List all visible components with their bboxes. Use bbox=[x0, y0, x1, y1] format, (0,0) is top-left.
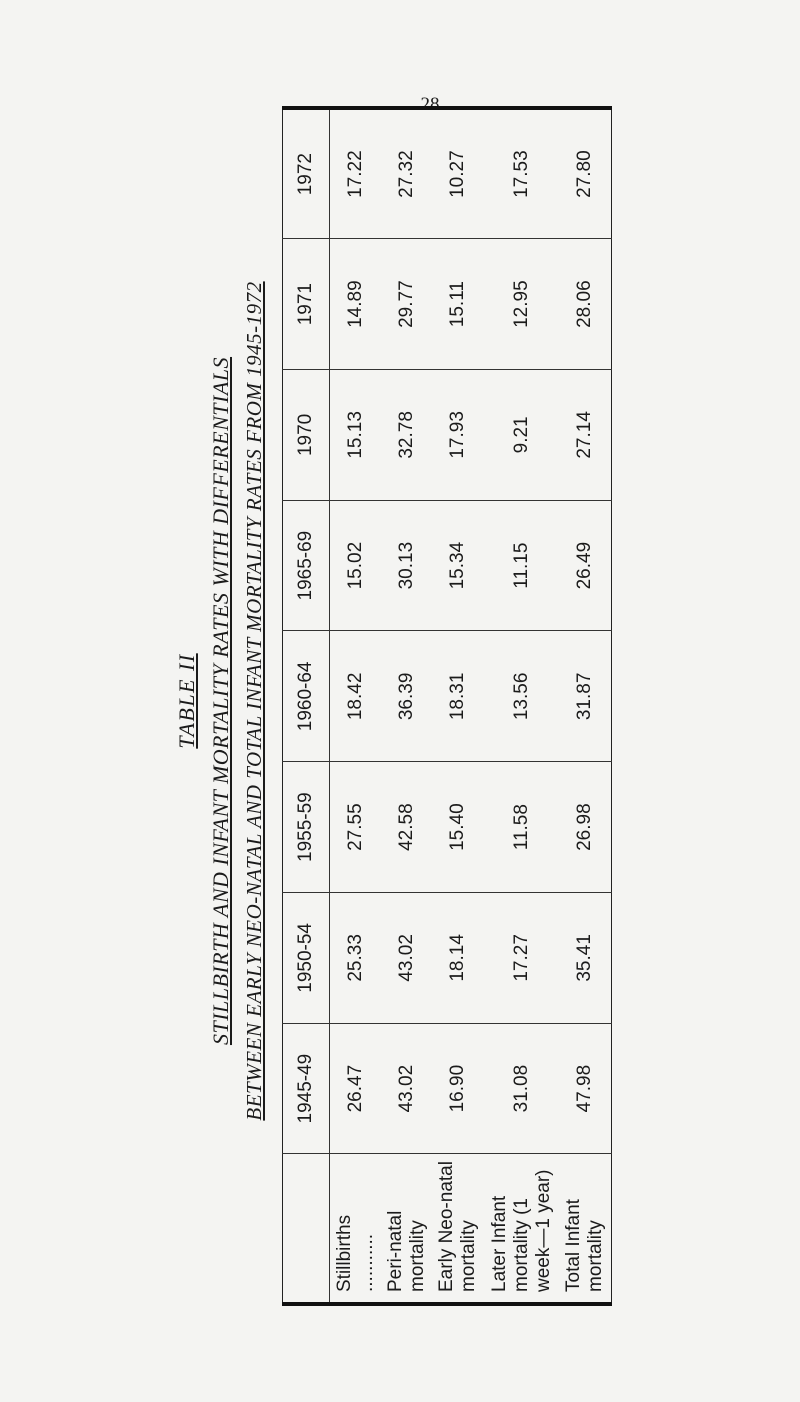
table-cell: 28.06 bbox=[560, 239, 612, 370]
table-row bbox=[432, 108, 483, 1304]
table-cell: 17.53 bbox=[483, 108, 560, 239]
column-header: 1950-54 bbox=[283, 893, 330, 1024]
table-cell: 27.80 bbox=[560, 108, 612, 239]
row-label: Later Infant mortality (1 week—1 year) bbox=[483, 1154, 560, 1304]
table-cell: 17.22 bbox=[330, 108, 382, 239]
table-cell: 31.08 bbox=[483, 1023, 560, 1154]
table-cell: 43.02 bbox=[381, 1023, 432, 1154]
table-cell: 26.49 bbox=[560, 500, 612, 631]
table-cell: 30.13 bbox=[381, 500, 432, 631]
table-cell: 27.14 bbox=[560, 370, 612, 501]
row-label: Stillbirths ........... bbox=[330, 1154, 382, 1304]
table-row bbox=[483, 108, 560, 1304]
table-cell: 16.90 bbox=[432, 1023, 483, 1154]
table-cell: 43.02 bbox=[381, 893, 432, 1024]
table-cell: 18.14 bbox=[432, 893, 483, 1024]
table-cell: 31.87 bbox=[560, 631, 612, 762]
table-cell: 26.47 bbox=[330, 1023, 382, 1154]
table-cell: 17.27 bbox=[483, 893, 560, 1024]
table-cell: 14.89 bbox=[330, 239, 382, 370]
column-header: 1965-69 bbox=[283, 500, 330, 631]
table-cell: 10.27 bbox=[432, 108, 483, 239]
column-header: 1970 bbox=[283, 370, 330, 501]
table-cell: 25.33 bbox=[330, 893, 382, 1024]
table-cell: 17.93 bbox=[432, 370, 483, 501]
column-header: 1971 bbox=[283, 239, 330, 370]
table-cell: 42.58 bbox=[381, 762, 432, 893]
header-label-column bbox=[283, 1154, 330, 1304]
table-cell: 15.40 bbox=[432, 762, 483, 893]
table-cell: 11.15 bbox=[483, 500, 560, 631]
table-cell: 36.39 bbox=[381, 631, 432, 762]
column-header: 1972 bbox=[283, 108, 330, 239]
table-cell: 11.58 bbox=[483, 762, 560, 893]
table-cell: 47.98 bbox=[560, 1023, 612, 1154]
table-cell: 15.11 bbox=[432, 239, 483, 370]
table-caption-line-2: BETWEEN EARLY NEO-NATAL AND TOTAL INFANT MORTALITY RATES FROM 1945-1972 bbox=[242, 281, 266, 1121]
table-row bbox=[560, 108, 612, 1304]
table-cell: 15.13 bbox=[330, 370, 382, 501]
table-caption-line-1: STILLBIRTH AND INFANT MORTALITY RATES WITH DIFFERENTIALS bbox=[208, 356, 233, 1046]
table-cell: 18.31 bbox=[432, 631, 483, 762]
table-cell: 26.98 bbox=[560, 762, 612, 893]
table-cell: 9.21 bbox=[483, 370, 560, 501]
table-cell: 13.56 bbox=[483, 631, 560, 762]
table-cell: 27.55 bbox=[330, 762, 382, 893]
row-label: Early Neo-natal mortality bbox=[432, 1154, 483, 1304]
row-label: Peri-natal mortality bbox=[381, 1154, 432, 1304]
page-number: 28 bbox=[420, 94, 440, 115]
mortality-rates-table bbox=[282, 106, 612, 1306]
table-title: TABLE II bbox=[174, 653, 199, 749]
table-cell: 15.02 bbox=[330, 500, 382, 631]
table-cell: 18.42 bbox=[330, 631, 382, 762]
header-row bbox=[283, 108, 330, 1304]
column-header: 1955-59 bbox=[283, 762, 330, 893]
table-cell: 12.95 bbox=[483, 239, 560, 370]
table-cell: 27.32 bbox=[381, 108, 432, 239]
table-row bbox=[330, 108, 382, 1304]
table-cell: 35.41 bbox=[560, 893, 612, 1024]
table-row bbox=[381, 108, 432, 1304]
column-header: 1960-64 bbox=[283, 631, 330, 762]
row-label: Total Infant mortality bbox=[560, 1154, 612, 1304]
column-header: 1945-49 bbox=[283, 1023, 330, 1154]
rotated-table-page bbox=[170, 66, 630, 1336]
table-cell: 29.77 bbox=[381, 239, 432, 370]
table-cell: 32.78 bbox=[381, 370, 432, 501]
table-cell: 15.34 bbox=[432, 500, 483, 631]
